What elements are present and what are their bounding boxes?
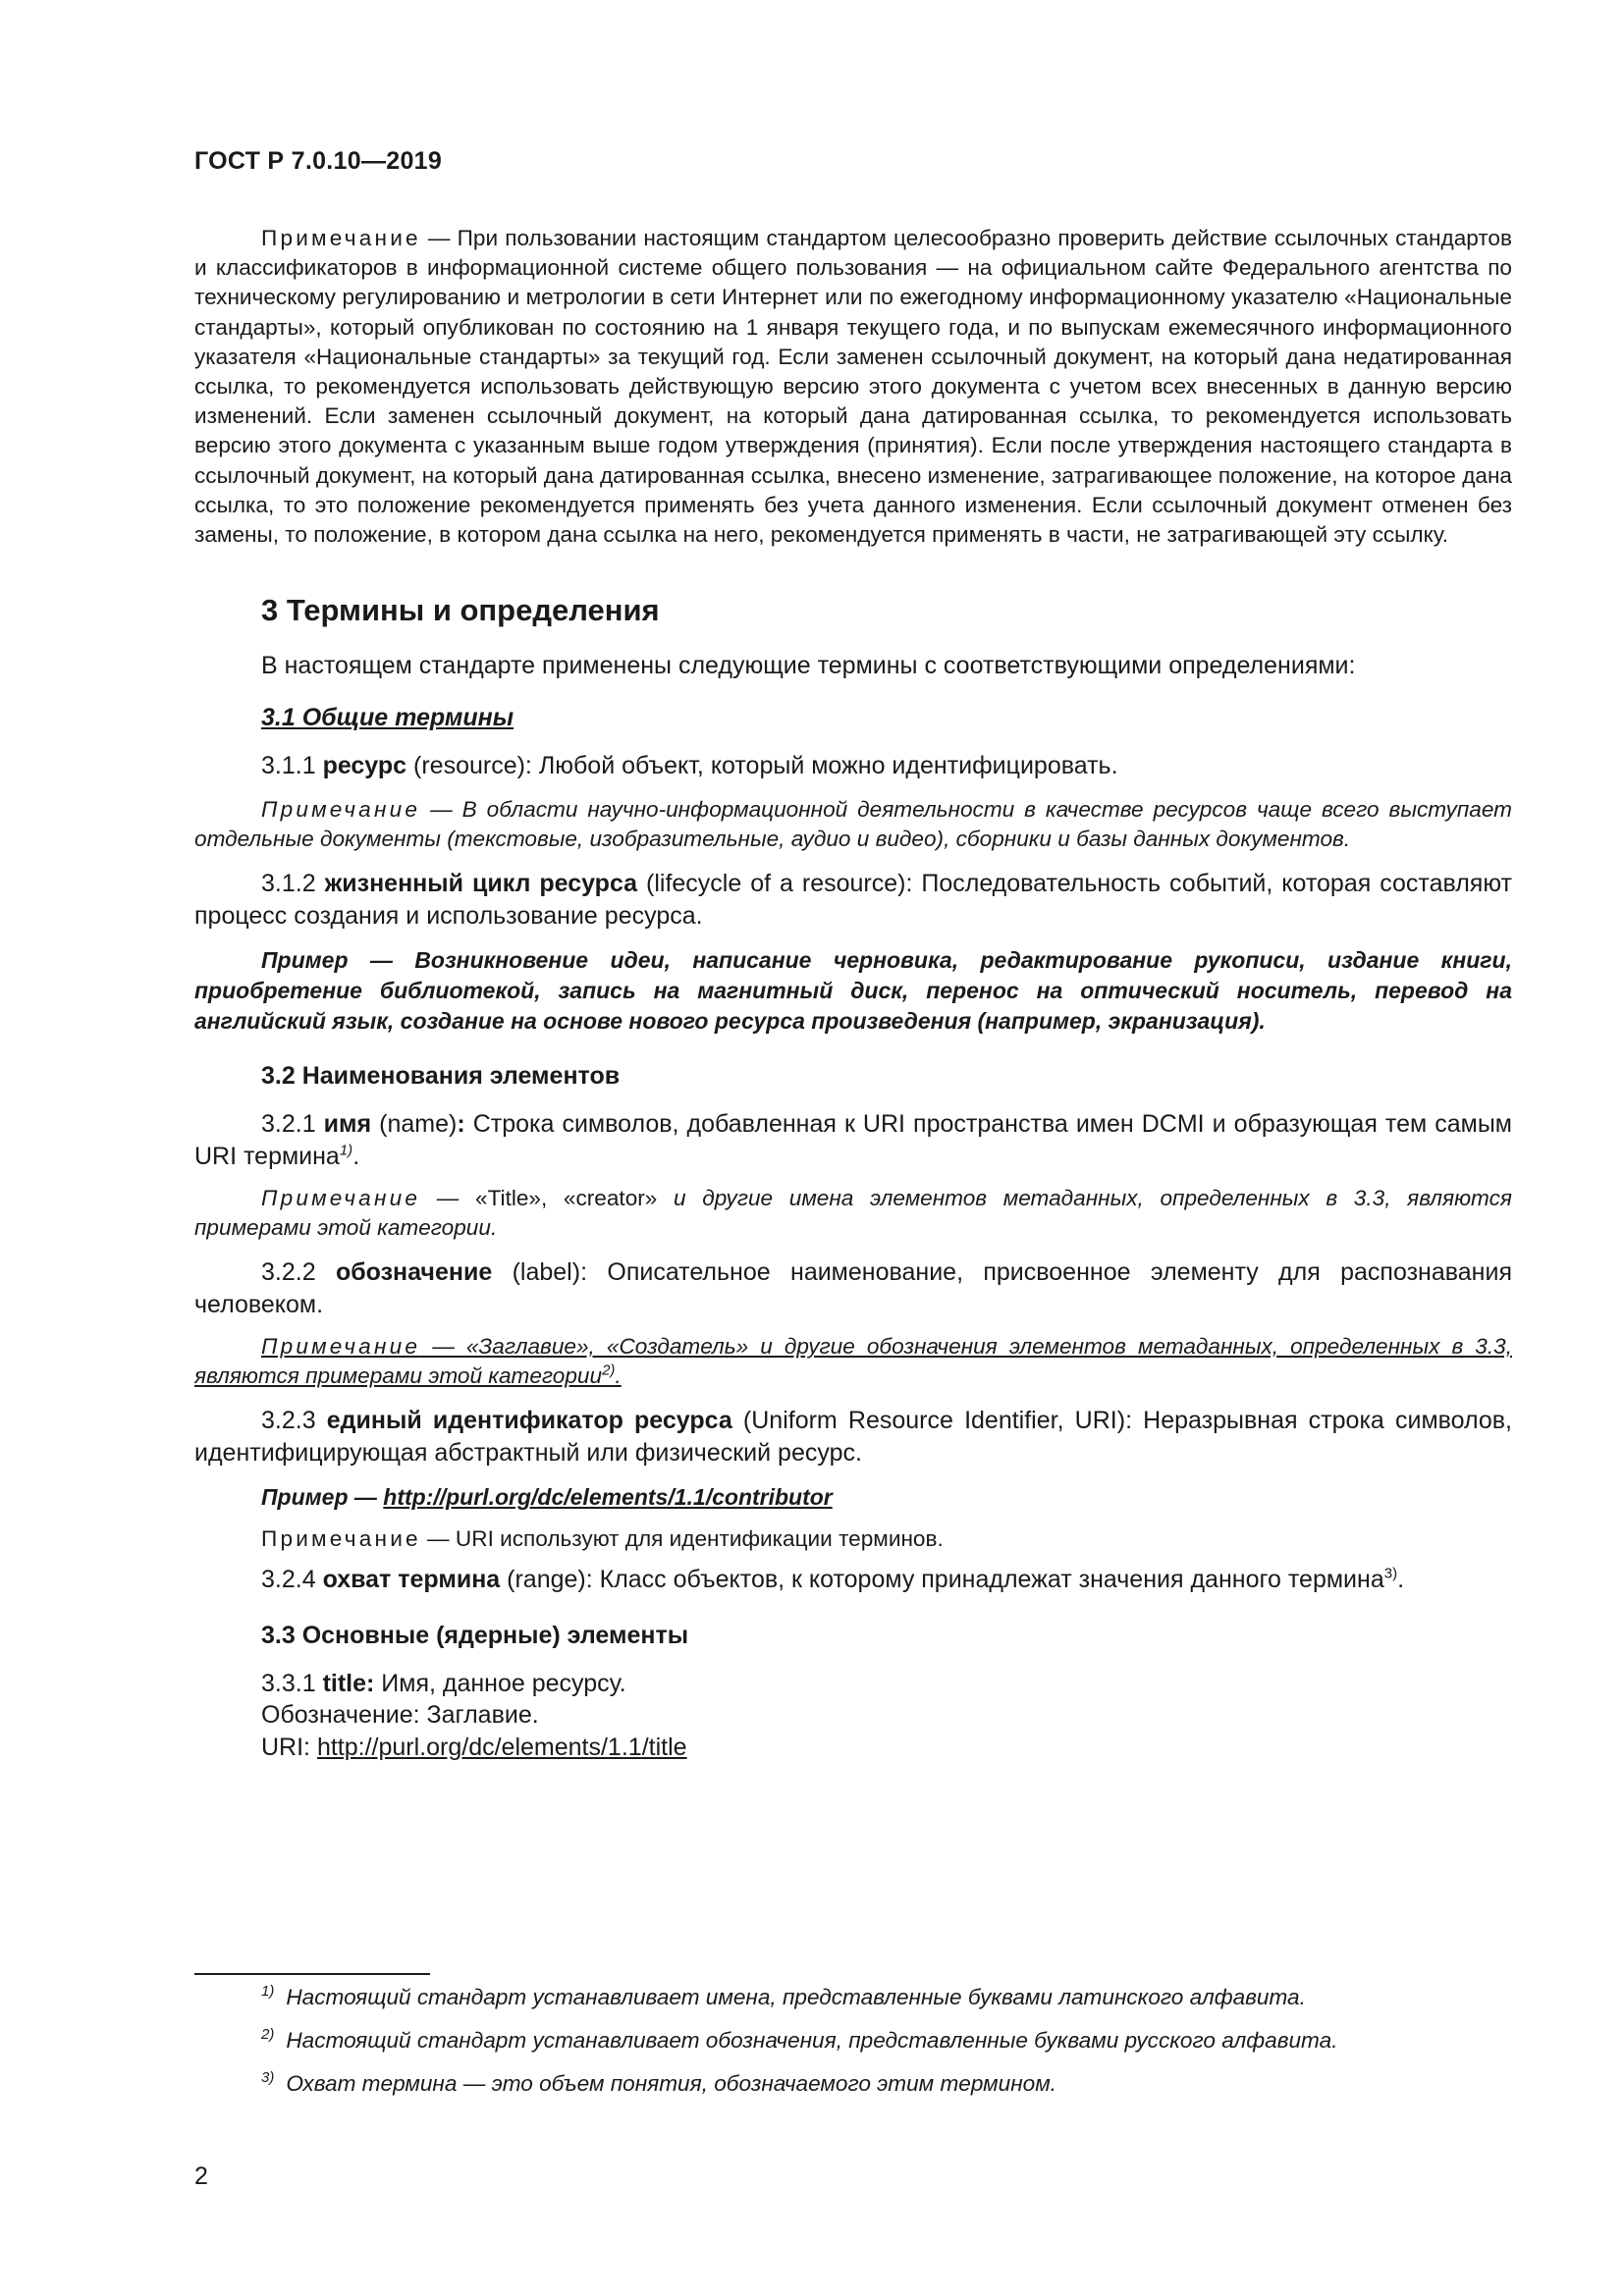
term-definition: (range): Класс объектов, к которому принадлежат значения данного термина xyxy=(500,1566,1384,1594)
term-number: 3.2.4 xyxy=(261,1566,323,1594)
term-3-1-2 xyxy=(194,868,1512,932)
note-end: . xyxy=(615,1363,622,1389)
note-text: — При пользовании настоящим стандартом целесообразно проверить действие ссылочных стандартов и классификаторов в информационной системе общего пользования — на официальном сайте Федерального агентства по техническому регулированию и метрологии в сети Интернет или по ежегодному информационному указателю «Национальные стандарты», который опубликован по состоянию на 1 января текущего года, и по выпускам ежемесячного информационного указателя «Национальные стандарты» за текущий год. Если заменен ссылочный документ, на который дана недатированная ссылка, то рекомендуется использовать действующую версию этого документа с учетом всех внесенных в данную версию изменений. Если заменен ссылочный документ, на который дана датированная ссылка, то рекомендуется использовать версию этого документа с указанным выше годом утверждения (принятия). Если после утверждения настоящего стандарта в ссылочный документ, на который дана датированная ссылка, внесено изменение, затрагивающее положение, на которое дана ссылка, то это положение рекомендуется применять без учета данного изменения. Если ссылочный документ отменен без замены, то положение, в котором дана ссылка на него, рекомендуется применять в части, не затрагивающей эту ссылку. xyxy=(194,226,1512,548)
note-3-2-2 xyxy=(194,1332,1512,1391)
term-name: ресурс xyxy=(322,751,407,779)
term-name: охват термина xyxy=(322,1566,501,1594)
term-3-2-3 xyxy=(194,1405,1512,1468)
term-definition: Строка символов, добавленная к URI пространства имен DCMI и образующая тем самым URI термина xyxy=(194,1110,1512,1170)
example-uri-link[interactable]: http://purl.org/dc/elements/1.1/contributor xyxy=(383,1484,833,1511)
uri-label: URI: xyxy=(261,1733,317,1761)
example-label: Пример — xyxy=(261,1484,384,1511)
note-dash: — xyxy=(420,1186,476,1211)
term-definition: (label): Описательное наименование, присвоенное элементу для распознавания человеком. xyxy=(194,1258,1512,1318)
term-end: . xyxy=(1397,1566,1405,1594)
subsection-3-3-heading: 3.3 Основные (ядерные) элементы xyxy=(261,1621,689,1649)
note-label: Примечание xyxy=(261,226,421,250)
example-3-2-3 xyxy=(194,1482,1512,1513)
footnote-text: Охват термина — это объем понятия, обозначаемого этим термином. xyxy=(286,2071,1056,2096)
note-text: — URI используют для идентификации терминов. xyxy=(420,1526,944,1552)
term-english: (name) xyxy=(371,1110,458,1139)
term-number: 3.1.2 xyxy=(261,870,325,898)
term-colon: : xyxy=(457,1110,465,1139)
term-name: title: xyxy=(322,1669,375,1697)
footnote-text: Настоящий стандарт устанавливает обозначения, представленные буквами русского алфавита. xyxy=(286,2028,1338,2053)
document-code-header: ГОСТ Р 7.0.10—2019 xyxy=(194,147,443,175)
footnote-2 xyxy=(261,2026,1512,2056)
section-3-intro: В настоящем стандарте применены следующие термины с соответствующими определениями: xyxy=(261,652,1356,680)
footnote-3 xyxy=(261,2069,1512,2099)
term-number: 3.2.1 xyxy=(261,1110,324,1139)
footnote-ref: 1) xyxy=(339,1142,353,1159)
note-3-1-1 xyxy=(194,795,1512,854)
footnote-ref: 2) xyxy=(602,1362,616,1379)
subsection-3-2-heading: 3.2 Наименования элементов xyxy=(261,1062,621,1091)
term-number: 3.1.1 xyxy=(261,751,323,779)
note-text: — В области научно-информационной деятельности в качестве ресурсов чаще всего выступает отдельные документы (текстовые, изобразительные, аудио и видео), сборники и базы данных документов. xyxy=(194,797,1512,852)
section-3-heading: 3 Термины и определения xyxy=(261,593,660,628)
note-label: Примечание xyxy=(261,797,421,823)
term-definition: Имя, данное ресурсу. xyxy=(374,1669,626,1697)
example-3-1-2: Пример — Возникновение идеи, написание черновика, редактирование рукописи, издание книги, приобретение библиотекой, запись на магнитный диск, перенос на оптический носитель, перевод на английский язык, создание на основе нового ресурса произведения (например, экранизация). xyxy=(194,947,1512,1035)
note-3-2-3 xyxy=(194,1524,1512,1554)
term-definition: (Uniform Resource Identifier, URI): Неразрывная строка символов, идентифицирующая абстрактный или физический ресурс. xyxy=(194,1407,1513,1467)
term-name: имя xyxy=(323,1110,372,1139)
note-label: Примечание xyxy=(261,1186,421,1211)
term-3-2-4 xyxy=(194,1564,1512,1596)
term-end: . xyxy=(352,1142,360,1170)
term-name: единый идентификатор ресурса xyxy=(326,1407,732,1435)
term-label-line: Обозначение: Заглавие. xyxy=(261,1701,539,1730)
footnote-mark: 3) xyxy=(261,2069,275,2087)
note-plain-text: «Title», «creator» xyxy=(475,1186,658,1211)
footnote-mark: 2) xyxy=(261,2026,275,2044)
footnote-ref: 3) xyxy=(1383,1565,1398,1582)
term-number: 3.3.1 xyxy=(261,1669,323,1697)
normative-references-note xyxy=(194,224,1512,550)
footnote-1 xyxy=(261,1983,1512,2012)
term-3-2-2 xyxy=(194,1256,1512,1320)
term-uri-link[interactable]: http://purl.org/dc/elements/1.1/title xyxy=(316,1733,687,1761)
note-label: Примечание xyxy=(261,1526,421,1552)
footnote-text: Настоящий стандарт устанавливает имена, представленные буквами латинского алфавита. xyxy=(286,1985,1306,2009)
term-3-3-1 xyxy=(194,1668,1512,1764)
note-3-2-1 xyxy=(194,1184,1512,1243)
term-name: жизненный цикл ресурса xyxy=(324,870,638,898)
note-label: Примечание xyxy=(261,1334,421,1360)
term-number: 3.2.3 xyxy=(261,1407,327,1435)
page-content xyxy=(194,224,1512,1763)
subsection-3-1-heading: 3.1 Общие термины xyxy=(261,703,514,731)
footnote-divider xyxy=(194,1973,430,1975)
footnotes xyxy=(261,1983,1512,2112)
footnote-mark: 1) xyxy=(261,1983,275,2001)
note-text: и другие имена элементов метаданных, определенных в 3.3, являются примерами этой категории. xyxy=(194,1186,1512,1241)
term-uri-line xyxy=(261,1732,1512,1764)
term-name: обозначение xyxy=(335,1258,493,1287)
term-3-1-1 xyxy=(194,750,1512,782)
note-text: — «Заглавие», «Создатель» и другие обозначения элементов метаданных, определенных в 3.3, являются примерами этой категории xyxy=(194,1334,1512,1389)
term-definition: (lifecycle of a resource): Последовательность событий, которая составляют процесс создания и использование ресурса. xyxy=(194,870,1512,930)
term-number: 3.2.2 xyxy=(261,1258,336,1287)
term-definition: (resource): Любой объект, который можно идентифицировать. xyxy=(406,751,1118,779)
term-3-2-1 xyxy=(194,1108,1512,1172)
page-number: 2 xyxy=(194,2163,208,2190)
term-line xyxy=(261,1668,1512,1700)
